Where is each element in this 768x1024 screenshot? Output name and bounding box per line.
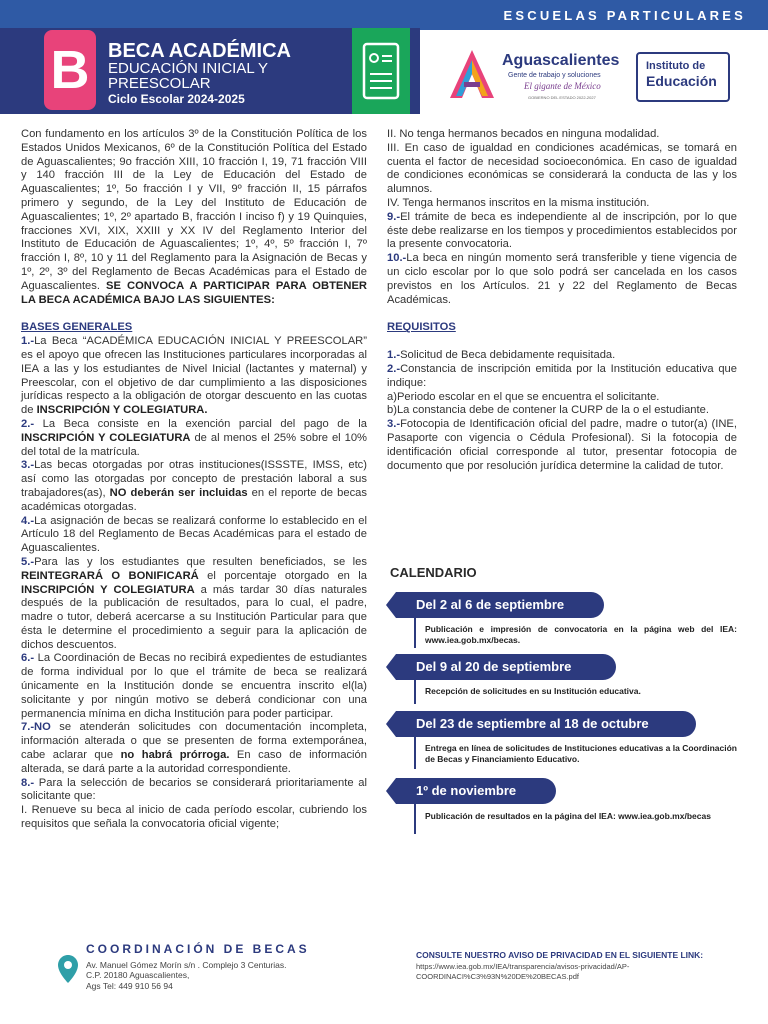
subtitle-line-1: EDUCACIÓN INICIAL Y: [108, 60, 269, 77]
base-10: 10.-La beca en ningún momento será transferible y tiene vigencia de un ciclo escolar por lo que solo podrá ser cancelada en los casos previstos en los Artículos. 21 y 22 del Reglamento de Becas Académicas.: [387, 252, 737, 306]
top-banner: [0, 0, 768, 30]
calendar-date-2: Del 9 al 20 de septiembre: [396, 654, 616, 680]
badge-letter: B: [50, 40, 90, 100]
base-8: 8.- Para la selección de becarios se considerará prioritariamente al solicitante que:: [21, 776, 367, 803]
footer-title: COORDINACIÓN DE BECAS: [86, 942, 310, 956]
base-8-item-iv: IV. Tenga hermanos inscritos en la misma institución.: [387, 196, 650, 209]
calendar-heading: CALENDARIO: [390, 565, 477, 580]
calendar-date-4: 1º de noviembre: [396, 778, 556, 804]
calendar-desc-3: Entrega en línea de solicitudes de Instituciones educativas a la Coordinación de Becas y Financiamiento Educativo.: [425, 743, 737, 764]
iea-logo-line-2: Educación: [646, 73, 717, 89]
iea-logo-line-1: Instituto de: [646, 60, 706, 72]
req-2: 2.-Constancia de inscripción emitida por la Institución educativa que indique:: [387, 362, 737, 389]
iea-logo: [636, 52, 730, 102]
base-8-item-i: I. Renueve su beca al inicio de cada período escolar, cubriendo los requisitos que señala la convocatoria oficial vigente;: [21, 804, 367, 831]
footer-address-1: Av. Manuel Gómez Morín s/n . Complejo 3 Centurias.: [86, 960, 287, 970]
base-7: 7.-NO se atenderán solicitudes con documentación incompleta, información alterada o que se presenten de forma extemporánea, cabe aclarar que no habrá prórroga. En caso de información alterada, se dará parte a la autoridad correspondiente.: [21, 721, 367, 775]
calendar-desc-2: Recepción de solicitudes en su Institución educativa.: [425, 686, 641, 696]
base-1: 1.-La Beca “ACADÉMICA EDUCACIÓN INICIAL Y PREESCOLAR” es el apoyo que ofrecen las Instituciones particulares incorporadas al IEA a las y los estudiantes de Nivel Inicial (lactantes y maternal) y Preescolar, con el objetivo de dar cumplimiento a las disposiciones jurídicas respecto a la obligación de otorgar descuento en las cuotas de INSCRIPCIÓN Y COLEGIATURA.: [21, 335, 367, 417]
state-tagline: Gente de trabajo y soluciones: [508, 72, 601, 79]
bases-heading: BASES GENERALES: [21, 321, 133, 334]
base-6: 6.- La Coordinación de Becas no recibirá expedientes de estudiantes de forma individual por lo que el trámite de beca se realizará únicamente en la Institución donde se encuentra inscrito el(la) solicitante y por ningún motivo se deberá condicionar con una permanencia mínima en dicha Institución para poder participar.: [21, 652, 367, 720]
page-title: BECA ACADÉMICA: [108, 40, 291, 62]
req-3: 3.-Fotocopia de Identificación oficial del padre, madre o tutor(a) (INE, Pasaporte con vigencia o Cédula Profesional). Si la fotocopia de identificación oficial corresponde al tutor, presentar fotocopia de documento que por resolución jurídica determine la calidad de tutor.: [387, 418, 737, 472]
state-logo-icon: [448, 48, 496, 100]
aguascalientes-logo: [448, 48, 628, 104]
left-column: [21, 128, 367, 832]
calendar-desc-4: Publicación de resultados en la página del IEA: www.iea.gob.mx/becas: [425, 811, 711, 821]
calendar-connector-3: [414, 737, 416, 769]
school-cycle: Ciclo Escolar 2024-2025: [108, 92, 245, 106]
requirements-heading: REQUISITOS: [387, 321, 456, 334]
base-3: 3.-Las becas otorgadas por otras instituciones(ISSSTE, IMSS, etc) así como las otorgadas por concepto de prestación laboral a sus trabajadores(as), NO deberán ser incluidas en el reporte de becas académicas otorgadas.: [21, 459, 367, 513]
base-8-item-iii: III. En caso de igualdad en condiciones académicas, se tomará en cuenta el factor de necesidad socioeconómica. En caso de igualdad de condiciones económicas se considerará la conducta de las y los alumnos.: [387, 141, 737, 196]
calendar-connector-4: [414, 804, 416, 834]
base-2: 2.- La Beca consiste en la exención parcial del pago de la INSCRIPCIÓN Y COLEGIATURA de al menos el 25% sobre el 10% del total de la matrícula.: [21, 417, 368, 458]
badge-b: [44, 30, 96, 110]
footer-phone: Ags Tel: 449 910 56 94: [86, 981, 173, 991]
base-4: 4.-La asignación de becas se realizará conforme lo establecido en el Artículo 18 del Reglamento de Becas Académicas para el estado de Aguascalientes.: [21, 514, 367, 555]
right-column: [387, 128, 737, 473]
calendar-connector-1: [414, 618, 416, 648]
base-9: 9.-El trámite de beca es independiente al de inscripción, por lo que éste debe realizarse en los tiempos y procedimientos establecidos por la presente convocatoria.: [387, 210, 737, 251]
document-icon: [352, 28, 410, 114]
state-gov-period: GOBIERNO DEL ESTADO 2022-2027: [528, 95, 596, 100]
req-2-a: a)Periodo escolar en el que se encuentra el solicitante.: [387, 390, 660, 403]
page-subtitle: [108, 61, 268, 91]
base-8-item-ii: II. No tenga hermanos becados en ninguna modalidad.: [387, 128, 660, 140]
calendar-date-3: Del 23 de septiembre al 18 de octubre: [396, 711, 696, 737]
intro-paragraph: Con fundamento en los artículos 3º de la Constitución Política de los Estados Unidos Mexicanos, 6º de la Constitución Política del Estado de Aguascalientes; 9o fracción XIII, 10 fracción I, 19, 71 fracción VIII y 140 fracción III de la Ley de Educación del Estado de Aguascalientes; 1º, 5o fracción I y VII, 9º fracción II, 15 párrafos primero y segundo, de la Ley del Instituto de Educación de Aguascalientes; 1º, 2º apartado B, fracción I inciso f) y 19 Quinquies, fracciones XVI, XIX, XXIII y XX IV del Reglamento Interior del Instituto de Educación de Aguascalientes; 1º, 4º, 5º fracción I, 7º fracción I, 8º, 10 y 11 del Reglamento para la Asignación de Becas y 1º, 2º, 3º del Reglamento de Becas Académicas para el Estado de Aguascalientes. SE CONVOCA A PARTICIPAR PARA OBTENER LA BECA ACADÉMICA BAJO LAS SIGUIENTES:: [21, 128, 368, 306]
req-2-b: b)La constancia debe de contener la CURP de la o el estudiante.: [387, 404, 709, 417]
privacy-link[interactable]: https://www.iea.gob.mx/IEA/transparencia/avisos-privacidad/AP-COORDINACI%C3%93N%20DE%20BECAS.pdf: [416, 962, 630, 981]
call-statement: SE CONVOCA A PARTICIPAR PARA OBTENER LA BECA ACADÉMICA BAJO LAS SIGUIENTES:: [21, 279, 368, 306]
location-pin-icon: [57, 954, 79, 984]
footer-address-2: C.P. 20180 Aguascalientes,: [86, 970, 190, 980]
base-5: 5.-Para las y los estudiantes que resulten beneficiados, se les REINTEGRARÁ O BONIFICARÁ el porcentaje otorgado en la INSCRIPCIÓN Y COLEGIATURA a más tardar 30 días naturales después de la publicación de resultados, para lo cual, el padre, madre o tutor, deberá acercarse a su Institución Particular para que ésta le determine el procedimiento a seguir para la aplicación de dichos descuentos.: [21, 555, 367, 651]
calendar-date-1: Del 2 al 6 de septiembre: [396, 592, 604, 618]
req-1: 1.-Solicitud de Beca debidamente requisitada.: [387, 349, 616, 362]
calendar-desc-1: Publicación e impresión de convocatoria en la página web del IEA: www.iea.gob.mx/becas.: [425, 624, 737, 645]
subtitle-line-2: PREESCOLAR: [108, 75, 211, 92]
banner-text: ESCUELAS PARTICULARES: [503, 8, 746, 23]
privacy-title: CONSULTE NUESTRO AVISO DE PRIVACIDAD EN EL SIGUIENTE LINK:: [416, 950, 704, 960]
state-slogan: El gigante de México: [524, 81, 601, 91]
calendar-connector-2: [414, 680, 416, 704]
state-name: Aguascalientes: [502, 52, 620, 69]
